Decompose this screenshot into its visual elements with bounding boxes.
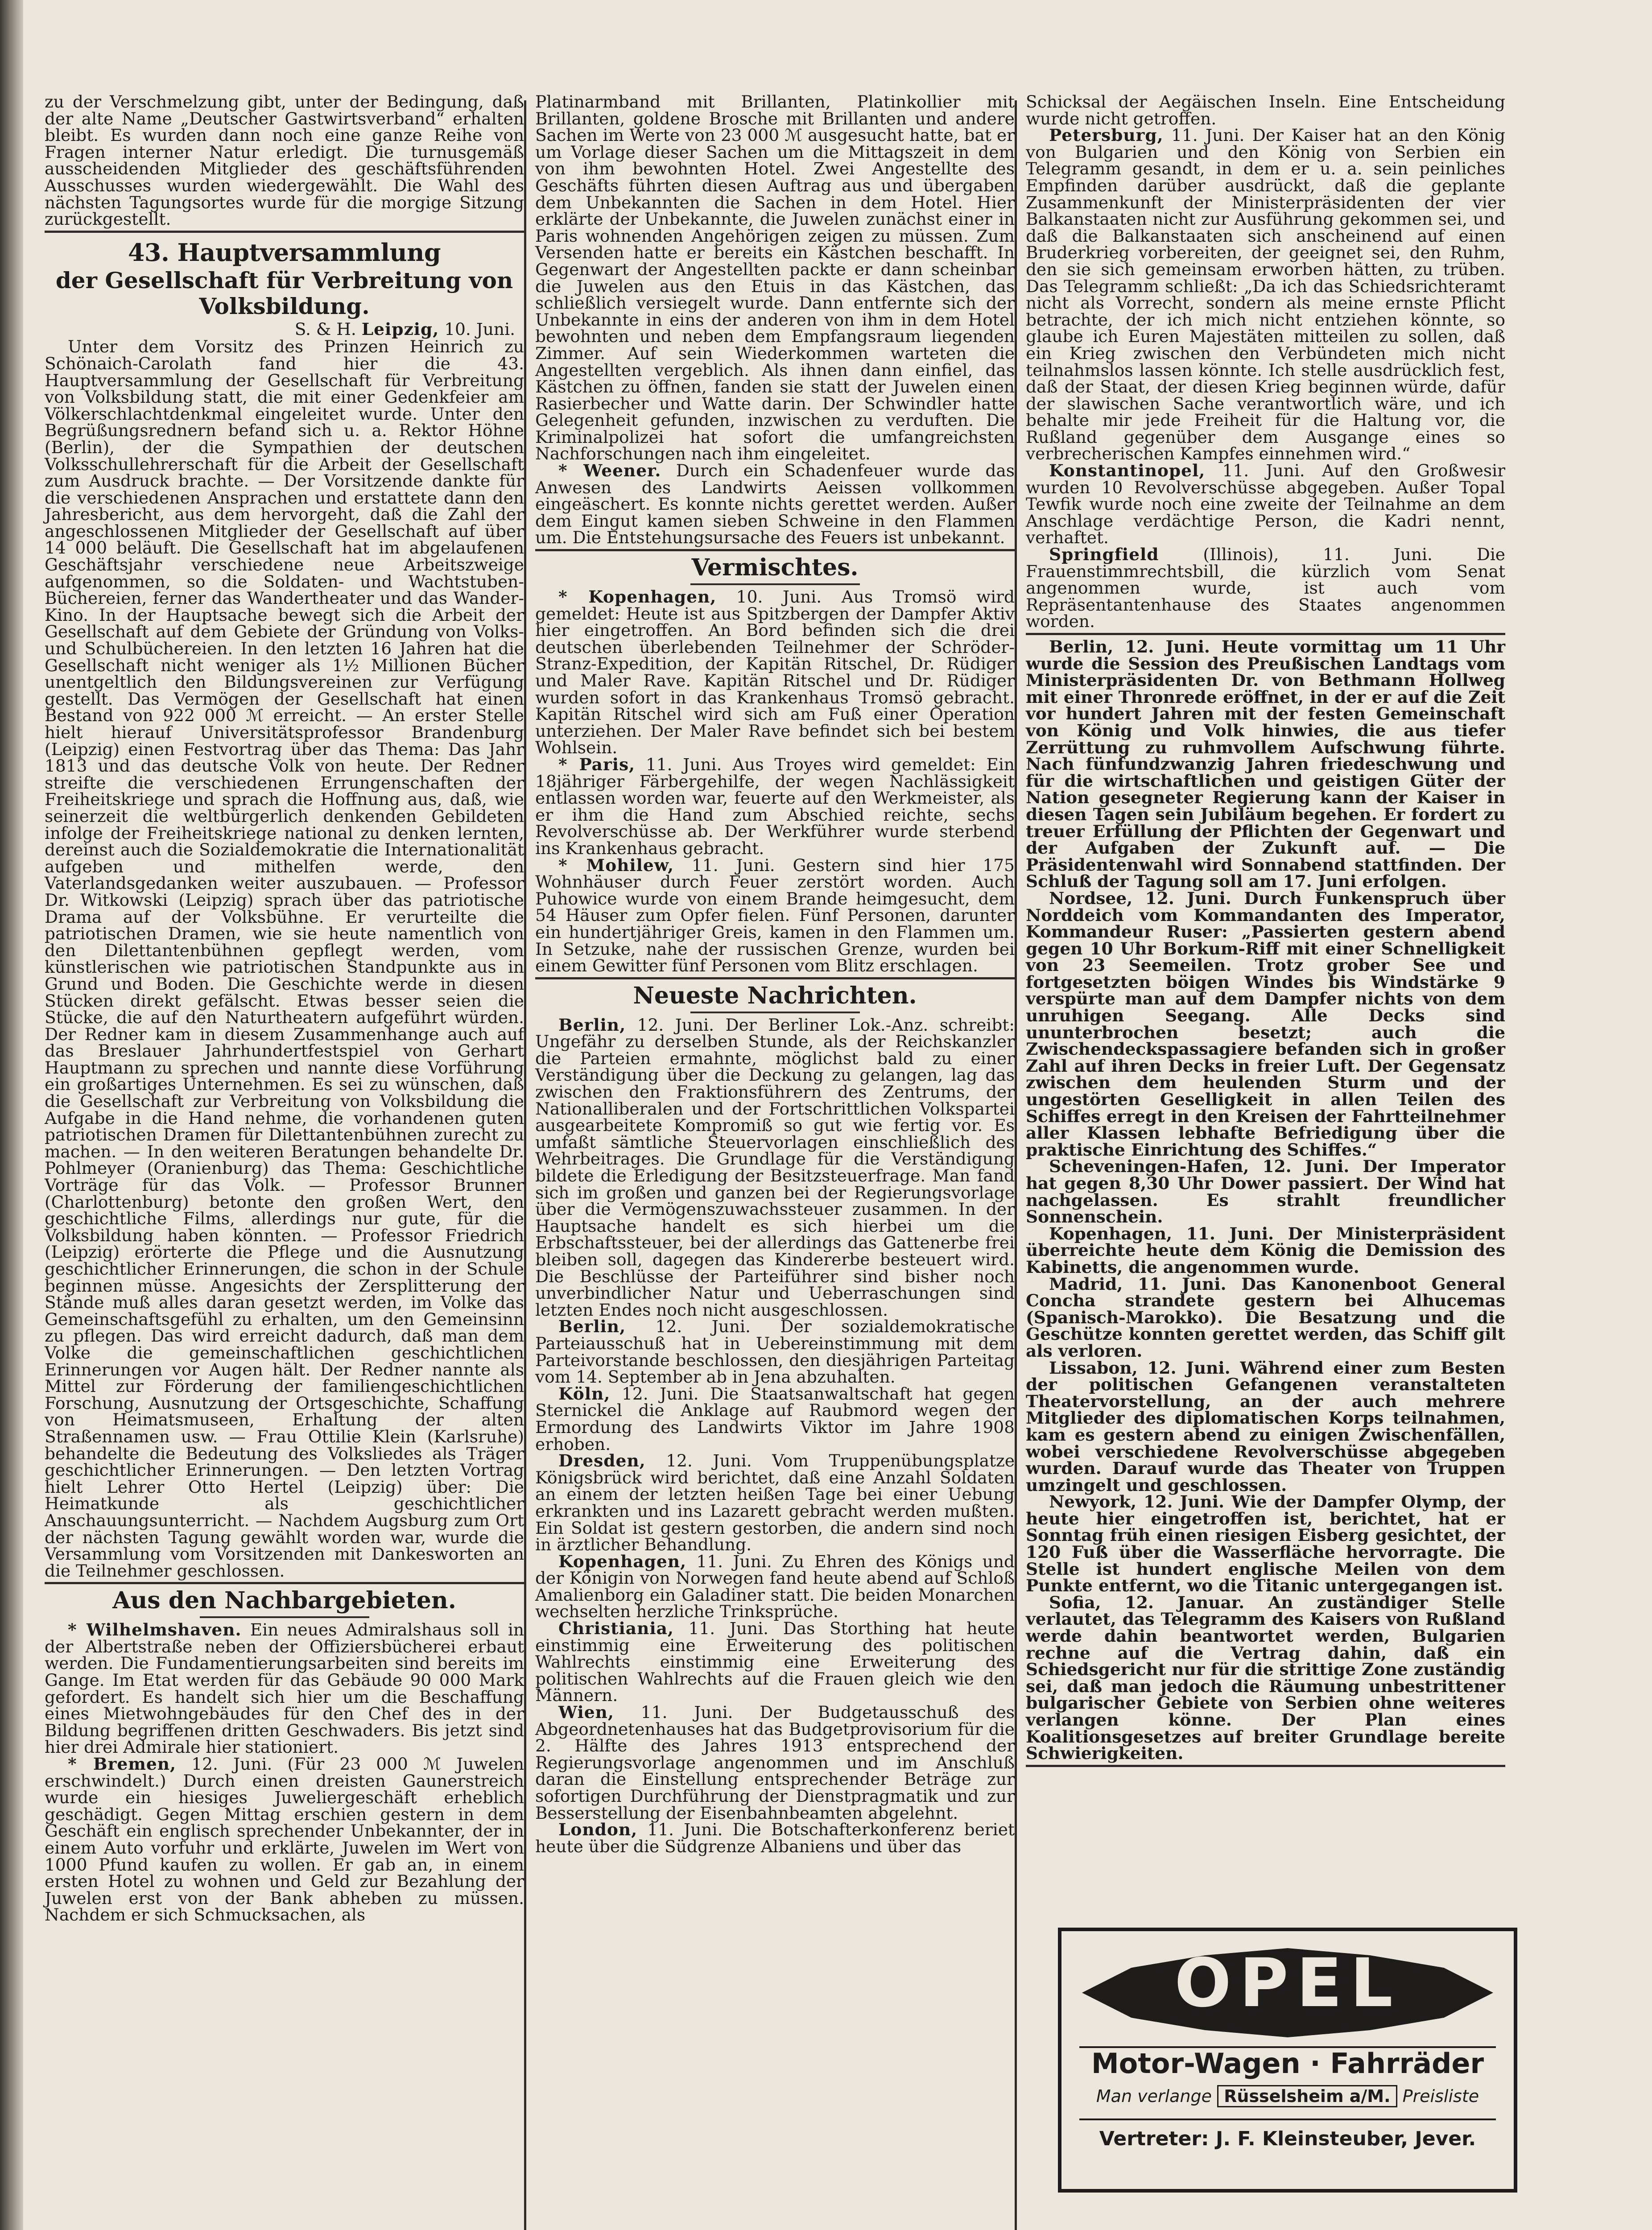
section-divider: [1026, 1765, 1505, 1767]
news-text: 11. Juni. Gestern sind hier 175 Wohnhäuser durch Feuer zerstört worden. Auch Puhowice wurde von einem Brande heimgesucht, dem 54 Häuser zum Opfer fielen. Fünf Personen, darunter ein hundertjähriger Greis, kamen in den Flammen um. In Setzuke, nahe der russischen Grenze, wurden bei einem Gewitter fünf Personen vom Blitz erschlagen.: [535, 855, 1015, 976]
bold-news-item: Newyork, 12. Juni. Wie der Dampfer Olymp, der heute hier eingetroffen ist, berichtet, hat er Sonntag früh einen riesigen Eisberg gesichtet, der 120 Fuß über die Wasserfläche hervorragte. Die Stelle ist hundert englische Meilen von dem Punkte entfernt, wo die Titanic untergegangen ist.: [1026, 1492, 1505, 1596]
binding-gutter: [0, 0, 23, 2230]
news-place: London,: [558, 1820, 638, 1840]
column-1: [45, 94, 524, 1924]
news-text: 11. Juni. Der Budgetausschuß des Abgeordnetenhauses hat das Budgetprovisorium für die 2. Hälfte des Jahres 1913 entsprechend der Regierungsvorlage angenommen und im Anschluß daran die Einstellung entsprechender Beträge zur sofortigen Durchführung der Dienstpragmatik und zur Besserstellung der Eisenbahnbeamten abgelehnt.: [535, 1702, 1015, 1823]
column-rule: [524, 100, 526, 2230]
news-item: [535, 857, 1015, 975]
news-place: Springfield: [1049, 545, 1159, 565]
dateline-source: S. & H.: [294, 319, 356, 339]
news-item: [535, 463, 1015, 546]
section-divider: [1026, 633, 1505, 635]
news-text: Ein neues Admiralshaus soll in der Albertstraße neben der Offiziersbücherei erbaut werden. Die Fundamentierungsarbeiten sind bereits im Gange. Im Etat werden für das Gebäude 90 000 Mark gefordert. Es handelt sich hier um die Beschaffung eines Mietwohngebäudes für den Chef des in der Bildung begriffenen dritten Geschwaders. Bis jetzt sind hier drei Admirale hier stationiert.: [45, 1620, 525, 1757]
column-3: [1026, 94, 1505, 1771]
news-place: * Paris,: [558, 754, 636, 774]
ad-products: Motor-Wagen · Fahrräder: [1091, 2047, 1484, 2080]
news-item: [535, 1318, 1015, 1385]
news-place: Dresden,: [558, 1451, 646, 1471]
news-place: Kopenhagen,: [558, 1551, 687, 1571]
bold-news-item: Scheveningen-Hafen, 12. Juni. Der Imperator hat gegen 8,30 Uhr Dower passiert. Der Wind hat nachgelassen. Es strahlt freundlicher Sonnenschein.: [1026, 1156, 1505, 1227]
news-place: * Kopenhagen,: [558, 587, 717, 607]
bold-news-item: Nordsee, 12. Juni. Durch Funkenspruch über Norddeich vom Kommandanten des Imperator, Kommandeur Ruser: „Passierten gestern abend gegen 10 Uhr Borkum-Riff mit einer Schnelligkeit von 23 Seemeilen. Trotz grober See und fortgesetzten böigen Windes bis Windstärke 9 verspürte man auf dem Dampfer nichts von dem unruhigen Seegang. Alle Decks sind ununterbrochen besetzt; auch die Zwischendeckspassagiere befanden sich in großer Zahl auf ihren Decks in freier Luft. Der Gegensatz zwischen dem heulenden Sturm und der ungestörten Geselligkeit in allen Teilen des Schiffes erregt in den Kreisen der Fahrtteilnehmer aller Klassen lebhafte Befriedigung über die praktische Einrichtung des Schiffes.“: [1026, 888, 1505, 1160]
news-place: * Weener.: [558, 461, 661, 481]
news-place: Konstantinopel,: [1049, 461, 1206, 481]
ad-divider: [1079, 2118, 1496, 2120]
news-place: Berlin,: [558, 1317, 626, 1337]
column-rule: [1015, 100, 1017, 2230]
news-text: (Illinois), 11. Juni. Die Frauenstimmrechtsbill, die kürzlich vom Senat angenommen wurde, ist auch vom Repräsentantenhause des Staates angenommen worden.: [1026, 545, 1505, 632]
section-heading: Neueste Nachrichten.: [633, 982, 917, 1009]
news-place: Wien,: [558, 1702, 614, 1722]
ad-catalog-line: [1061, 2086, 1514, 2106]
news-text: 12. Juni. (Für 23 000 ℳ Juwelen erschwindelt.) Durch einen dreisten Gaunerstreich wurde ein hiesiges Juweliergeschäft erheblich geschädigt. Gegen Mittag erschien gestern in dem Geschäft ein englisch sprechender Unbekannter, der in einem Auto vorfuhr und erklärte, Juwelen im Wert von 1000 Pfund kaufen zu wollen. Er gab an, in einem ersten Hotel zu wohnen und Geld zur Bezahlung der Juwelen erst von der Bank abheben zu müssen. Nachdem er sich Schmucksachen, als: [45, 1754, 525, 1925]
article-divider: [45, 231, 524, 233]
heading-underline: [690, 583, 860, 585]
dateline-place: Leipzig,: [361, 319, 439, 339]
news-item: [535, 1017, 1015, 1319]
news-place: * Mohilew,: [558, 855, 674, 875]
bold-news-item: Sofia, 12. Januar. An zuständiger Stelle verlautet, das Telegramm des Kaisers von Rußland werde dahin beantwortet werden, Bulgarien rechne auf die Vertrag dahin, daß ein Schiedsgericht nur für die strittige Zone zuständig sei, daß man jedoch die Räumung unbestrittener bulgarischer Gebiete von Serbien ohne weiteres verlangen könne. Der Plan eines Koalitionsgesetzes auf breiter Grundlage bereite Schwierigkeiten.: [1026, 1592, 1505, 1763]
article-continuation: Platinarmband mit Brillanten, Platinkollier mit Brillanten, goldene Brosche mit Brillanten und andere Sachen im Werte von 23 000 ℳ ausgesucht hatte, bat er um Vorlage dieser Sachen um die Mittagszeit in dem von ihm bewohnten Hotel. Zwei Angestellte des Geschäfts führten diesen Auftrag aus und übergaben dem Unbekannten die Sachen in dem Hotel. Hier erklärte der Unbekannte, die Juwelen zunächst einer in Paris wohnenden Angehörigen zeigen zu müssen. Zum Versenden hatte er bereits ein Kästchen beschafft. In Gegenwart der Angestellten packte er dann scheinbar die Juwelen aus den Etuis in das Kästchen, das schließlich versiegelt wurde. Dann entfernte sich der Unbekannte in eins der anderen von ihm in dem Hotel bewohnten und neben dem Empfangsraum liegenden Zimmer. Auf sein Wiederkommen warteten die Angestellten vergeblich. Als ihnen dann einfiel, das Kästchen zu öffnen, fanden sie statt der Juwelen einen Rasierbecher und Watte darin. Der Schwindler hatte Gelegenheit gefunden, inzwischen zu verduften. Die Kriminalpolizei hat sofort die umfangreichsten Nachforschungen nach ihm eingeleitet.: [535, 92, 1015, 464]
section-divider: [535, 977, 1015, 979]
news-item: [535, 1704, 1015, 1821]
dateline-date: 10. Juni.: [444, 319, 515, 339]
ad-representative: Vertreter: J. F. Kleinsteuber, Jever.: [1099, 2127, 1476, 2150]
news-text: 12. Juni. Der Berliner Lok.-Anz. schreibt: Ungefähr zu derselben Stunde, als der Reichskanzler die Parteien ermahnte, möglichst bald zu einer Verständigung über die Deckung zu gelangen, lag das zwischen den Fraktionsführern des Zentrums, der Nationalliberalen und der Fortschrittlichen Volkspartei ausgearbeitete Kompromiß so gut wie fertig vor. Es umfaßt sämtliche Steuervorlagen einschließlich des Wehrbeitrages. Die Grundlage für die Verständigung bildete die Erledigung der Besitzsteuerfrage. Man fand sich im großen und ganzen bei der Regierungsvorlage über die Vermögenszuwachssteuer zusammen. In der Hauptsache handelt es sich hierbei um die Erbschaftssteuer, bei der allerdings das Gattenerbe frei bleiben soll, dagegen das Kindererbe besteuert wird. Die Beschlüsse der Parteiführer sind bisher noch unverbindlicher Natur und Ueberraschungen sind letzten Endes noch nicht ausgeschlossen.: [535, 1015, 1015, 1320]
heading-underline: [200, 1616, 369, 1618]
news-place: * Bremen,: [68, 1754, 177, 1774]
bold-news-item: Lissabon, 12. Juni. Während einer zum Besten der politischen Gefangenen veranstalteten Theatervorstellung, an der auch mehrere Mitglieder des diplomatischen Korps teilnahmen, kam es gestern abend zu einigen Zwischenfällen, wobei verschiedene Revolverschüsse abgegeben wurden. Darauf wurde das Theater von Truppen umzingelt und geschlossen.: [1026, 1358, 1505, 1495]
news-item: [1026, 127, 1505, 463]
article-headline: 43. Hauptversammlung: [128, 238, 441, 267]
news-item: [1026, 463, 1505, 546]
article-subheadline: der Gesellschaft für Verbreitung von Volksbildung.: [55, 267, 513, 319]
news-item: [535, 756, 1015, 857]
heading-underline: [690, 1012, 860, 1013]
ad-catalog-suffix: Preisliste: [1402, 2086, 1479, 2106]
bold-news-item: Berlin, 12. Juni. Heute vormittag um 11 Uhr wurde die Session des Preußischen Landtags vom Ministerpräsidenten Dr. von Bethmann Hollweg mit einer Thronrede eröffnet, in der er auf die Zeit vor hundert Jahren mit der festen Gemeinschaft von König und Volk hinwies, die aus tiefer Zerrüttung zu ruhmvollem Aufschwung führte. Nach fünfundzwanzig Jahren friedeschwung und für die wirtschaftlichen und geistigen Güter der Nation gesegneter Regierung kann der Kaiser in diesen Tagen sein Jubiläum begehen. Er fordert zu treuer Erfüllung der Pflichten der Gegenwart und der Aufgaben der Zukunft auf. — Die Präsidentenwahl wird Sonnabend stattfinden. Der Schluß der Tagung soll am 17. Juni erfolgen.: [1026, 637, 1505, 892]
section-heading: Vermischtes.: [691, 554, 859, 582]
news-text: 12. Juni. Vom Truppenübungsplatze Königsbrück wird berichtet, daß eine Anzahl Soldaten an einem der letzten heißen Tage bei einer Uebung erkrankten und ins Lazarett gebracht werden mußten. Ein Soldat ist gestern gestorben, die andern sind noch in ärztlicher Behandlung.: [535, 1451, 1015, 1555]
news-item: [1026, 546, 1505, 630]
news-text: 10. Juni. Aus Tromsö wird gemeldet: Heute ist aus Spitzbergen der Dampfer Aktiv hier eingetroffen. An Bord befinden sich die drei deutschen überlebenden Teilnehmer der Schröder-Stranz-Expedition, der Kapitän Ritschel, Dr. Rüdiger und Maler Rave. Kapitän Ritschel und Dr. Rüdiger wurden sofort in das Krankenhaus Tromsö gebracht. Kapitän Ritschel wird sich am Fuß einer Operation unterziehen. Der Maler Rave befindet sich bei bestem Wohlsein.: [535, 587, 1015, 758]
opel-logo: OPEL: [1174, 1945, 1401, 2022]
news-text: 11. Juni. Auf den Großwesir wurden 10 Revolverschüsse abgegeben. Außer Topal Tewfik wurde noch eine zweite der Teilnahme an dem Anschlage verdächtige Person, die Kadri nennt, verhaftet.: [1026, 461, 1505, 548]
news-place: Köln,: [558, 1383, 611, 1404]
article-continuation: Schicksal der Aegäischen Inseln. Eine Entscheidung wurde nicht getroffen.: [1026, 92, 1505, 128]
news-text: 11. Juni. Die Botschafterkonferenz beriet heute über die Südgrenze Albaniens und über das: [535, 1820, 1015, 1856]
news-place: Christiania,: [558, 1619, 674, 1639]
news-text: 11. Juni. Das Storthing hat heute einstimmig eine Erweiterung des politischen Wahlrechts einstimmig eine Erweiterung des politischen Wahlrechts auf die Frauen gleich wie den Männern.: [535, 1619, 1015, 1706]
bold-news-item: Madrid, 11. Juni. Das Kanonenboot General Concha strandete gestern bei Alhucemas (Spanisch-Marokko). Die Besatzung und die Geschütze konnten gerettet werden, das Schiff gilt als verloren.: [1026, 1274, 1505, 1361]
news-place: * Wilhelmshaven.: [68, 1620, 242, 1640]
ad-catalog-prefix: Man verlange: [1096, 2086, 1212, 2106]
news-item: [45, 1756, 524, 1924]
news-item: [535, 1620, 1015, 1704]
article-body: Unter dem Vorsitz des Prinzen Heinrich zu Schönaich-Carolath fand hier die 43. Hauptversammlung der Gesellschaft für Verbreitung von Volksbildung statt, die mit einer Gedenkfeier am Völkerschlachtdenkmal eingeleitet wurde. Unter den Begrüßungsrednern befand sich u. a. Rektor Höhne (Berlin), der die Sympathien der deutschen Volksschullehrerschaft für die Arbeit der Gesellschaft zum Ausdruck brachte. — Der Vorsitzende dankte für die verschiedenen Ansprachen und erstattete dann den Jahresbericht, aus dem hervorgeht, daß die Zahl der angeschlossenen Mitglieder der Gesellschaft auf über 14 000 beläuft. Die Gesellschaft hat im abgelaufenen Geschäftsjahr verschiedene neue Arbeitszweige aufgenommen, so die Soldaten- und Wachtstuben-Büchereien, ferner das Wandertheater und das Wander-Kino. In der Hauptsache bewegt sich die Arbeit der Gesellschaft auf dem Gebiete der Gründung von Volks- und Schulbüchereien. In den letzten 16 Jahren hat die Gesellschaft nicht weniger als 1½ Millionen Bücher unentgeltlich den Bildungsvereinen zur Verfügung gestellt. Das Vermögen der Gesellschaft hat einen Bestand von 922 000 ℳ erreicht. — An erster Stelle hielt hierauf Universitätsprofessor Brandenburg (Leipzig) einen Festvortrag über das Thema: Das Jahr 1813 und das deutsche Volk von heute. Der Redner streifte die verschiedenen Errungenschaften der Freiheitskriege und sprach die Hoffnung aus, daß, wie seinerzeit die weltbürgerlich denkenden Gebildeten infolge der Freiheitskriege national zu denken lernten, dereinst auch die Sozialdemokratie die Internationalität aufgeben und mithelfen werde, den Vaterlandsgedanken weiter auszubauen. — Professor Dr. Witkowski (Leipzig) sprach über das patriotische Drama auf der Volksbühne. Er verurteilte die patriotischen Dramen, wie sie heute namentlich von den Dilettantenbühnen gepflegt werden, vom künstlerischen wie patriotischen Standpunkte aus in Grund und Boden. Die Geschichte werde in diesen Stücken direkt gefälscht. Etwas besser seien die Stücke, die auf den Naturtheatern aufgeführt würden. Der Redner kam in diesem Zusammenhange auch auf das Breslauer Jahrhundertfestspiel von Gerhart Hauptmann zu sprechen und nannte diese Vorführung ein großartiges Unternehmen. Es sei zu wünschen, daß die Gesellschaft zur Verbreitung von Volksbildung die Aufgabe in die Hand nehme, die vorhandenen guten patriotischen Dramen für Dilettantenbühnen zurecht zu machen. — In den weiteren Beratungen behandelte Dr. Pohlmeyer (Oranienburg) das Thema: Geschichtliche Vorträge für das Volk. — Professor Brunner (Charlottenburg) betonte den großen Wert, den geschichtliche Films, allerdings nur gute, für die Volksbildung haben könnten. — Professor Friedrich (Leipzig) erörterte die Pflege und die Ausnutzung geschichtlicher Erinnerungen, die schon in der Schule beginnen müsse. Angesichts der Zersplitterung der Stände muß alles daran gesetzt werden, im Volke das Gemeinschaftsgefühl zu erhalten, um den Gemeinsinn zu pflegen. Das wird erreicht dadurch, daß man dem Volke die gemeinschaftlichen geschichtlichen Erinnerungen vor Augen hält. Der Redner nannte als Mittel zur Förderung der familiengeschichtlichen Forschung, Ausnutzung der Ortsgeschichte, Schaffung von Heimatsmuseen, Erhaltung der alten Straßennamen usw. — Frau Ottilie Klein (Karlsruhe) behandelte die Bedeutung des Volksliedes als Träger geschichtlicher Erinnerungen. — Den letzten Vortrag hielt Lehrer Otto Hertel (Leipzig) über: Die Heimatkunde als geschichtlicher Anschauungsunterricht. — Nachdem Augsburg zum Ort der nächsten Tagung gewählt worden war, wurde die Versammlung vom Vorsitzenden mit Dankesworten an die Teilnehmer geschlossen.: [45, 337, 524, 1581]
news-item: [535, 1821, 1015, 1855]
news-item: [45, 1622, 524, 1756]
news-item: [535, 1453, 1015, 1553]
section-divider: [45, 1582, 524, 1584]
news-text: Durch ein Schadenfeuer wurde das Anwesen des Landwirts Aeissen vollkommen eingeäschert. Es konnte nichts gerettet werden. Außer dem Eingut kamen sieben Schweine in den Flammen um. Die Entstehungsursache des Feuers ist unbekannt.: [535, 461, 1015, 548]
news-item: [535, 589, 1015, 756]
news-text: 11. Juni. Zu Ehren des Königs und der Königin von Norwegen fand heute abend auf Schloß Amalienborg ein Galadiner statt. Die beiden Monarchen wechselten herzliche Trinksprüche.: [535, 1551, 1015, 1622]
section-heading: Aus den Nachbargebieten.: [112, 1587, 456, 1615]
news-text: 12. Juni. Der sozialdemokratische Parteiausschuß hat in Uebereinstimmung mit dem Parteivorstande beschlossen, den diesjährigen Parteitag vom 14. September ab in Jena abzuhalten.: [535, 1317, 1015, 1387]
opel-advertisement: [1058, 1928, 1517, 2193]
ad-location: Rüsselsheim a/M.: [1217, 2085, 1397, 2107]
news-place: Petersburg,: [1049, 125, 1164, 145]
article-continuation: zu der Verschmelzung gibt, unter der Bedingung, daß der alte Name „Deutscher Gastwirtsverband“ erhalten bleibt. Es wurden dann noch eine ganze Reihe von Fragen interner Natur erledigt. Die turnusgemäß ausscheidenden Mitglieder des geschäftsführenden Ausschusses wurden wiedergewählt. Die Wahl des nächsten Tagungsortes wurde für die morgige Sitzung zurückgestellt.: [45, 92, 524, 229]
news-item: [535, 1553, 1015, 1620]
news-text: 11. Juni. Der Kaiser hat an den König von Bulgarien und den König von Serbien ein Telegramm gesandt, in dem er u. a. sein peinliches Empfinden darüber ausdrückt, daß die geplante Zusammenkunft der Ministerpräsidenten der vier Balkanstaaten nicht zur Ausführung gekommen sei, und daß die Balkanstaaten sich anscheinend auf einen Bruderkrieg vorbereiten, der geeignet sei, den Ruhm, den sie sich gemeinsam erworben hätten, zu trüben. Das Telegramm schließt: „Da ich das Schiedsrichteramt nicht als Vorrecht, sondern als meine ernste Pflicht betrachte, der ich mich nicht entziehen könnte, so glaube ich Euren Majestäten mitteilen zu sollen, daß ein Krieg zwischen den Verbündeten mich nicht teilnahmslos lassen könnte. Ich stelle ausdrücklich fest, daß der Staat, der diesen Krieg beginnen würde, dafür der slawischen Sache verantwortlich wäre, und ich behalte mir jede Freiheit für die Haltung vor, die Rußland gegenüber dem Ausgange eines so verbrecherischen Kampfes einnehmen wird.“: [1026, 125, 1506, 464]
column-2: [535, 94, 1015, 1855]
news-text: 11. Juni. Aus Troyes wird gemeldet: Ein 18jähriger Färbergehilfe, der wegen Nachlässigkeit entlassen worden war, feuerte auf den Werkmeister, als er ihm die Hand zum Abschied reichte, sechs Revolverschüsse ab. Der Werkführer wurde sterbend ins Krankenhaus gebracht.: [535, 754, 1015, 858]
news-item: [535, 1383, 1015, 1454]
bold-news-item: Kopenhagen, 11. Juni. Der Ministerpräsident überreichte heute dem König die Demission des Kabinetts, die angenommen wurde.: [1026, 1223, 1505, 1277]
news-text: 12. Juni. Die Staatsanwaltschaft hat gegen Sternickel die Anklage auf Raubmord wegen der Ermordung des Landwirts Viktor im Jahre 1908 erhoben.: [535, 1383, 1015, 1454]
news-place: Berlin,: [558, 1015, 626, 1035]
dateline: [45, 321, 515, 338]
section-divider: [535, 549, 1015, 551]
